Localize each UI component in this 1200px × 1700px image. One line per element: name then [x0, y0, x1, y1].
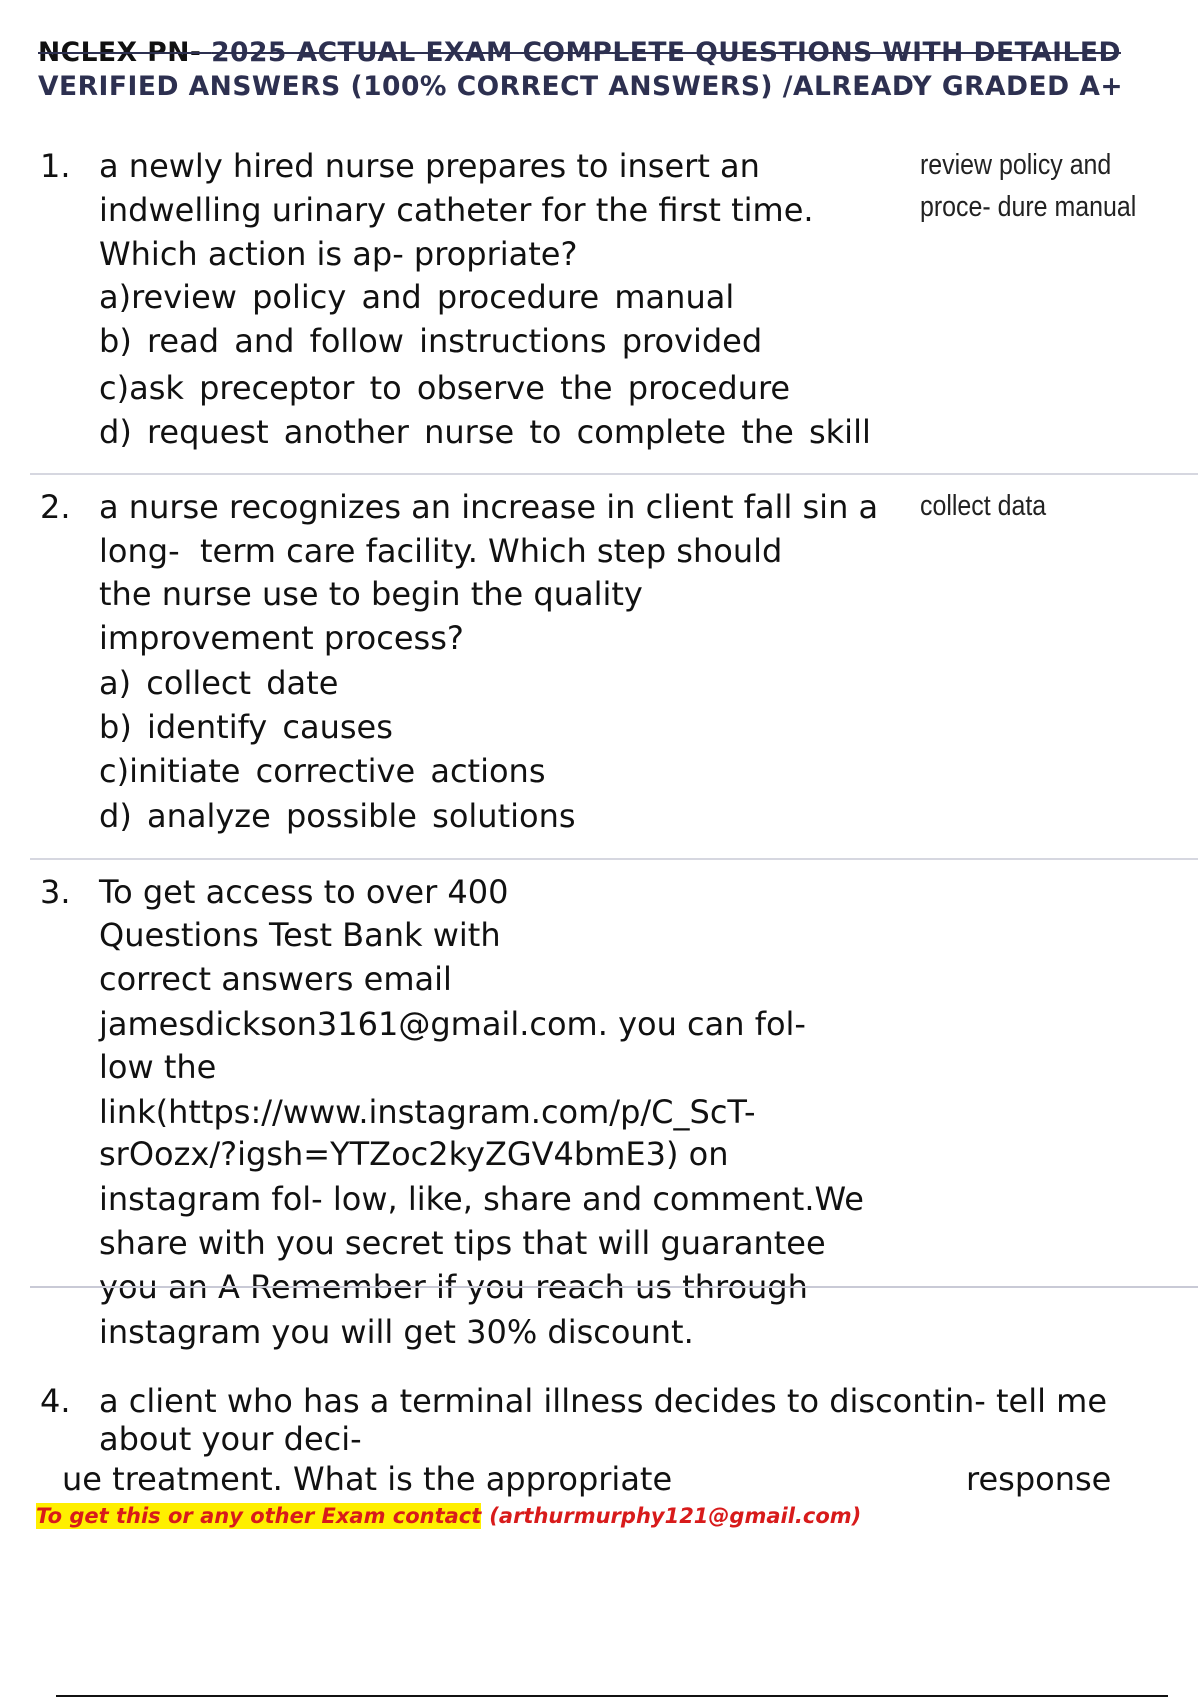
question-text-line: low the	[99, 1048, 217, 1086]
question-text-line: a client who has a terminal illness decides to discontin- tell me	[99, 1382, 1107, 1420]
question-text-line: long- term care facility. Which step should	[99, 532, 783, 570]
promo-highlight-text: To get this or any other Exam contact	[36, 1504, 482, 1528]
answer-line: review policy and	[920, 149, 1112, 181]
question-response-text: response	[966, 1460, 1112, 1498]
question-text-line: about your deci-	[99, 1420, 362, 1458]
answer-line: proce- dure manual	[920, 191, 1137, 223]
divider	[30, 1286, 1198, 1288]
header-lead: NCLEX PN-	[38, 37, 212, 68]
question-text-line: a newly hired nurse prepares to insert an	[99, 147, 760, 185]
question-text-line: jamesdickson3161@gmail.com. you can fol-	[99, 1005, 806, 1043]
question-number: 1.	[40, 147, 71, 185]
question-text-line: To get access to over 400	[99, 873, 509, 911]
question-number: 3.	[40, 873, 71, 911]
question-number: 4.	[40, 1382, 71, 1420]
answer-line: collect data	[920, 490, 1047, 522]
question-text-line: you an A Remember if you reach us through	[99, 1268, 808, 1306]
question-text-line: Questions Test Bank with	[99, 916, 501, 954]
question-text-line: the nurse use to begin the quality	[99, 575, 643, 613]
question-text-line: Which action is ap- propriate?	[99, 235, 578, 273]
footer-rule	[56, 1695, 1168, 1697]
promo-banner	[36, 1504, 861, 1528]
option-b: b) identify causes	[99, 708, 393, 746]
option-c: c)ask preceptor to observe the procedure	[99, 369, 791, 407]
question-text-line: instagram you will get 30% discount.	[99, 1313, 694, 1351]
question-text-line: srOozx/?igsh=YTZoc2kyZGV4bmE3) on	[99, 1135, 729, 1173]
option-a: a) collect date	[99, 664, 339, 702]
option-d: d) analyze possible solutions	[99, 797, 576, 835]
question-text-line: instagram fol- low, like, share and comment.We	[99, 1180, 864, 1218]
divider	[30, 858, 1198, 860]
question-text-line: link(https://www.instagram.com/p/C_ScT-	[99, 1093, 756, 1131]
question-text-line: ue treatment. What is the appropriate	[62, 1460, 673, 1498]
promo-email[interactable]: (arthurmurphy121@gmail.com)	[489, 1504, 862, 1528]
header-title-line1	[38, 36, 1168, 70]
option-c: c)initiate corrective actions	[99, 752, 546, 790]
header-title-line2: VERIFIED ANSWERS (100% CORRECT ANSWERS) /ALREADY GRADED A+	[38, 71, 1124, 102]
divider	[30, 473, 1198, 475]
question-text-line: indwelling urinary catheter for the first time.	[99, 191, 814, 229]
header-title-rest: 2025 ACTUAL EXAM COMPLETE QUESTIONS WITH DETAILED	[211, 37, 1121, 68]
option-d: d) request another nurse to complete the skill	[99, 413, 871, 451]
question-text-line: share with you secret tips that will guarantee	[99, 1224, 826, 1262]
document-header	[38, 36, 1168, 104]
question-text-line: a nurse recognizes an increase in client fall sin a	[99, 488, 879, 526]
question-text-line: improvement process?	[99, 619, 464, 657]
question-text-line: correct answers email	[99, 960, 452, 998]
option-a: a)review policy and procedure manual	[99, 278, 735, 316]
option-b: b) read and follow instructions provided	[99, 322, 763, 360]
question-number: 2.	[40, 488, 71, 526]
